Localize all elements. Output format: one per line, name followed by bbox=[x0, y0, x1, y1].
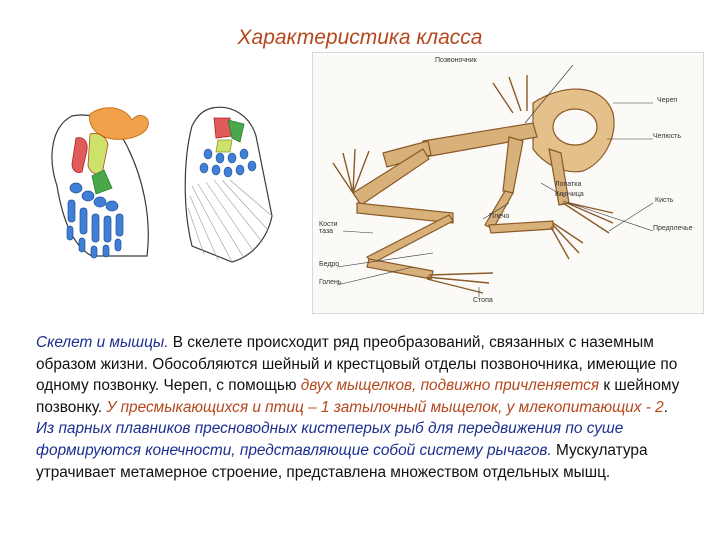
text-run: Мускулатура утрачивает метамерное строение, представлена множеством отдельных мышц. bbox=[36, 441, 648, 481]
label-shoulder: Плечо bbox=[489, 213, 510, 220]
text-run: В скелете происходит ряд преобразований, связанных с наземным образом жизни. Обособляются шейный и крестцовый отделы позвоночника, имеющие по одному позвонку. Череп, с помощью bbox=[36, 334, 678, 395]
text-run: к шейному позвонку. bbox=[36, 377, 680, 416]
label-pelvis: Кости таза bbox=[319, 221, 338, 235]
label-clavicle: Ключица bbox=[555, 191, 584, 198]
label-foot: Стопа bbox=[473, 297, 493, 304]
slide-title: Характеристика класса bbox=[237, 26, 483, 49]
text-reptiles-note: У пресмыкающихся и птиц – 1 затылочный мыщелок, у млекопитающих - 2 bbox=[106, 398, 664, 416]
label-femur: Бедро bbox=[319, 261, 340, 268]
label-wrist: Кисть bbox=[655, 197, 674, 204]
frog-skeleton-figure bbox=[312, 52, 704, 314]
label-tibia: Голень bbox=[319, 279, 342, 286]
label-skull: Череп bbox=[657, 97, 678, 104]
label-spine: Позвоночник bbox=[435, 57, 477, 64]
text-run: . bbox=[663, 398, 668, 416]
body-text bbox=[36, 332, 686, 483]
limb-fin-comparison-figure bbox=[32, 96, 292, 266]
text-limbs-origin: Из парных плавников пресноводных кистеперых рыб для передвижения по суше формируются конечности, представляющие собой систему рычагов. bbox=[36, 420, 624, 459]
text-condyles: двух мыщелков, подвижно причленяется bbox=[300, 377, 600, 395]
label-scapula: Лопатка bbox=[555, 181, 582, 188]
text-heading-skeleton: Скелет и мышцы. bbox=[36, 334, 169, 351]
label-forearm: Предплечье bbox=[653, 225, 693, 232]
label-jaw: Челюсть bbox=[653, 133, 682, 140]
frog-skeleton-drawing bbox=[313, 53, 703, 313]
